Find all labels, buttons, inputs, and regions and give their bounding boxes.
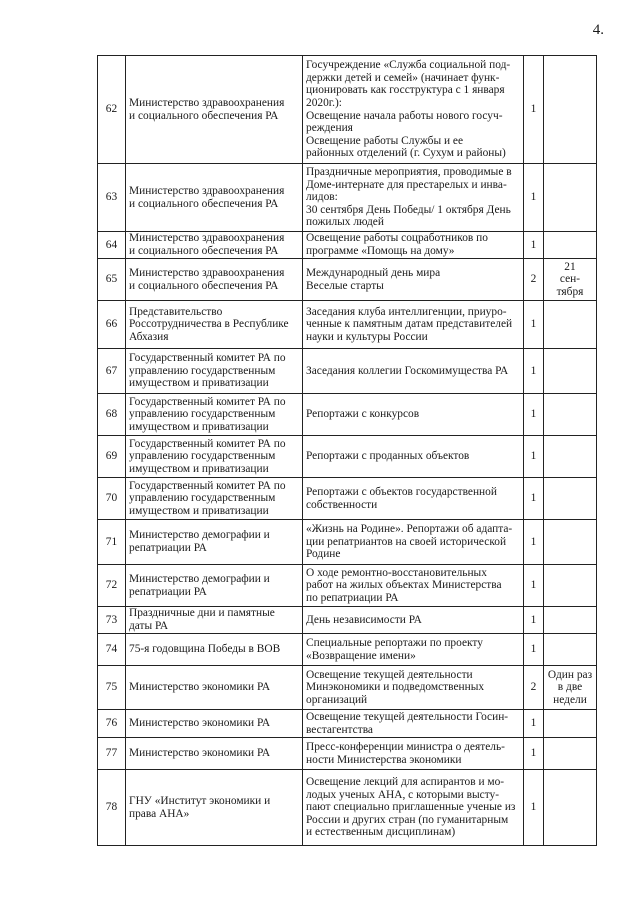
date-cell [544,349,597,394]
table-row [98,301,597,349]
quantity-cell: 1 [524,56,544,164]
topic-cell [303,565,524,607]
organization-line: Министерство здравоохранения [129,96,285,109]
organization-line: и социального обеспечения РА [129,245,279,257]
topic-line: Минэкономики и подведомственных [306,681,485,694]
organization-line: даты РА [129,620,169,632]
organization-line: Государственный комитет РА по [129,352,286,365]
topic-line: Освещение текущей деятельности Госин- [306,710,509,723]
table-row [98,770,597,846]
table-row [98,607,597,634]
topic-line: вестагентства [306,723,373,736]
topic-line: Освещение работы соцработников по [306,232,488,245]
topic-cell [303,164,524,232]
topic-line: программе «Помощь на дому» [306,245,455,257]
date-cell [544,666,597,710]
topic-line: ности Министерства экономики [306,753,462,766]
organization-cell [126,349,303,394]
organization-cell [126,436,303,478]
topic-line: Репортажи с проданных объектов [306,450,470,463]
row-number-cell: 72 [98,565,126,607]
organization-line: Министерство экономики РА [129,747,271,760]
topic-line: Пресс-конференции министра о деятель- [306,740,505,753]
topic-line: пают специально приглашенные ученые из [306,801,516,814]
date-cell [544,259,597,301]
date-cell [544,770,597,846]
date-line: недели [553,693,587,706]
row-number-cell: 65 [98,259,126,301]
quantity-cell: 1 [524,394,544,436]
organization-cell [126,56,303,164]
date-cell [544,520,597,565]
organization-line: репатриации РА [129,542,207,554]
topic-cell [303,666,524,710]
row-number-cell: 76 [98,710,126,738]
organization-cell [126,565,303,607]
table-row [98,394,597,436]
organization-line: и социального обеспечения РА [129,197,279,210]
quantity-cell: 1 [524,164,544,232]
quantity-cell: 2 [524,666,544,710]
organization-cell [126,770,303,846]
topic-cell [303,738,524,770]
organization-line: Праздничные дни и памятные [129,607,275,620]
table-row [98,436,597,478]
date-cell [544,56,597,164]
organization-cell [126,634,303,666]
row-number-cell: 67 [98,349,126,394]
quantity-cell: 1 [524,520,544,565]
row-number-cell: 68 [98,394,126,436]
table-row [98,232,597,259]
organization-line: имуществом и приватизации [129,504,269,517]
organization-cell [126,259,303,301]
table-row [98,710,597,738]
organization-line: и социального обеспечения РА [129,279,279,292]
row-number-cell: 71 [98,520,126,565]
table-row [98,666,597,710]
topic-line: Веселые старты [306,279,384,292]
topic-line: 30 сентября День Победы/ 1 октября День [306,203,511,216]
date-line: 21 [564,260,576,273]
date-cell [544,710,597,738]
organization-line: управлению государственным [129,450,276,463]
topic-cell [303,607,524,634]
page-number: 4. [592,22,604,38]
topic-cell [303,634,524,666]
quantity-cell: 1 [524,436,544,478]
organization-line: управлению государственным [129,364,276,377]
quantity-cell: 1 [524,607,544,634]
topic-cell [303,232,524,259]
row-number-cell: 69 [98,436,126,478]
topic-line: работ на жилых объектах Министерства [306,579,502,592]
quantity-cell: 1 [524,478,544,520]
date-line: в две [557,681,583,694]
organization-line: Государственный комитет РА по [129,437,286,450]
topic-line: Родине [306,548,341,561]
date-cell [544,607,597,634]
quantity-cell: 1 [524,634,544,666]
topic-line: Заседания коллегии Госкомимущества РА [306,364,509,377]
topic-line: лидов: [306,191,338,204]
row-number-cell: 73 [98,607,126,634]
table-row [98,565,597,607]
topic-line: «Возвращение имени» [306,649,416,662]
topic-cell [303,394,524,436]
table-row [98,634,597,666]
topic-cell [303,436,524,478]
topic-line: и естественным дисциплинам) [306,826,456,839]
table-row [98,164,597,232]
table-row [98,56,597,164]
organization-cell [126,478,303,520]
organization-line: Представительство [129,305,223,318]
quantity-cell: 1 [524,301,544,349]
organization-line: имуществом и приватизации [129,420,269,433]
topic-line: «Жизнь на Родине». Репортажи об адапта- [306,523,513,536]
organization-line: Министерство здравоохранения [129,184,285,197]
organization-line: управлению государственным [129,492,276,505]
quantity-cell: 1 [524,738,544,770]
topic-line: Освещение начала работы нового госуч- [306,109,503,122]
organization-line: Государственный комитет РА по [129,479,286,492]
topic-cell [303,56,524,164]
organization-line: права АНА» [129,807,190,820]
topic-line: Освещение лекций для аспирантов и мо- [306,776,505,789]
topic-line: районных отделений (г. Сухум и районы) [306,147,506,160]
row-number-cell: 64 [98,232,126,259]
table-row [98,259,597,301]
topic-cell [303,301,524,349]
date-cell [544,565,597,607]
organization-cell [126,301,303,349]
table-row [98,478,597,520]
organization-cell [126,666,303,710]
table-body [98,56,597,846]
date-line: сен- [559,273,581,286]
date-cell [544,738,597,770]
organization-line: управлению государственным [129,408,276,421]
topic-cell [303,478,524,520]
topic-cell [303,710,524,738]
date-cell [544,436,597,478]
quantity-cell: 1 [524,349,544,394]
organization-line: ГНУ «Институт экономики и [129,794,271,807]
organization-line: Министерство здравоохранения [129,232,285,245]
quantity-cell: 1 [524,770,544,846]
date-cell [544,164,597,232]
organization-line: 75-я годовщина Победы в ВОВ [129,643,281,656]
row-number-cell: 62 [98,56,126,164]
row-number-cell: 78 [98,770,126,846]
row-number-cell: 63 [98,164,126,232]
organization-line: Министерство демографии и [129,572,270,585]
organization-line: Государственный комитет РА по [129,395,286,408]
organization-cell [126,520,303,565]
topic-line: ченные к памятным датам представителей [306,318,513,331]
topic-line: Праздничные мероприятия, проводимые в [306,166,512,179]
topic-cell [303,259,524,301]
row-number-cell: 74 [98,634,126,666]
topic-line: Репортажи с конкурсов [306,408,420,421]
date-cell [544,478,597,520]
topic-line: России и других стран (по гуманитарным [306,813,509,826]
table-row [98,738,597,770]
table-row [98,349,597,394]
topic-line: Доме-интернате для престарелых и инва- [306,178,507,191]
row-number-cell: 66 [98,301,126,349]
row-number-cell: 70 [98,478,126,520]
organization-line: Министерство здравоохранения [129,266,285,279]
organization-cell [126,738,303,770]
row-number-cell: 77 [98,738,126,770]
organization-cell [126,232,303,259]
date-line: тября [556,285,584,298]
topic-cell [303,520,524,565]
date-line: Один раз [547,668,593,681]
quantity-cell: 1 [524,710,544,738]
organization-cell [126,607,303,634]
topic-line: 2020г.): [306,96,342,109]
topic-cell [303,349,524,394]
topic-line: Репортажи с объектов государственной [306,485,497,498]
organization-line: Абхазия [129,330,169,343]
date-cell [544,301,597,349]
topic-line: держки детей и семей» (начинает функ- [306,71,500,84]
topic-line: ции репатриантов на своей исторической [306,535,507,548]
topic-line: Освещение работы Службы и ее [306,134,464,147]
organization-line: Россотрудничества в Республике [129,318,289,331]
topic-line: Международный день мира [306,266,441,279]
topic-line: по репатриации РА [306,591,399,604]
topic-line: Освещение текущей деятельности [306,668,473,681]
quantity-cell: 1 [524,232,544,259]
quantity-cell: 1 [524,565,544,607]
topic-line: лодых ученых АНА, с которыми высту- [306,788,500,801]
table-row [98,520,597,565]
row-number-cell: 75 [98,666,126,710]
date-cell [544,394,597,436]
organization-line: репатриации РА [129,585,207,598]
topic-line: организаций [306,693,368,706]
topic-line: Специальные репортажи по проекту [306,636,483,649]
organization-line: Министерство экономики РА [129,717,271,730]
topic-line: науки и культуры России [306,330,428,343]
quantity-cell: 2 [524,259,544,301]
organization-line: Министерство экономики РА [129,681,271,694]
topic-line: Госучреждение «Служба социальной под- [306,59,511,72]
topic-line: День независимости РА [306,613,422,626]
date-cell [544,634,597,666]
organization-cell [126,164,303,232]
topic-line: собственности [306,498,378,511]
topic-line: ционировать как госструктура с 1 января [306,84,505,97]
organization-cell [126,710,303,738]
media-plan-table [97,55,597,846]
topic-line: Заседания клуба интеллигенции, приуро- [306,305,507,318]
topic-line: пожилых людей [306,216,384,229]
organization-line: Министерство демографии и [129,529,270,542]
organization-cell [126,394,303,436]
topic-line: О ходе ремонтно-восстановительных [306,566,487,579]
organization-line: имуществом и приватизации [129,377,269,390]
topic-cell [303,770,524,846]
topic-line: реждения [306,122,353,135]
organization-line: имуществом и приватизации [129,462,269,475]
date-cell [544,232,597,259]
organization-line: и социального обеспечения РА [129,109,279,122]
